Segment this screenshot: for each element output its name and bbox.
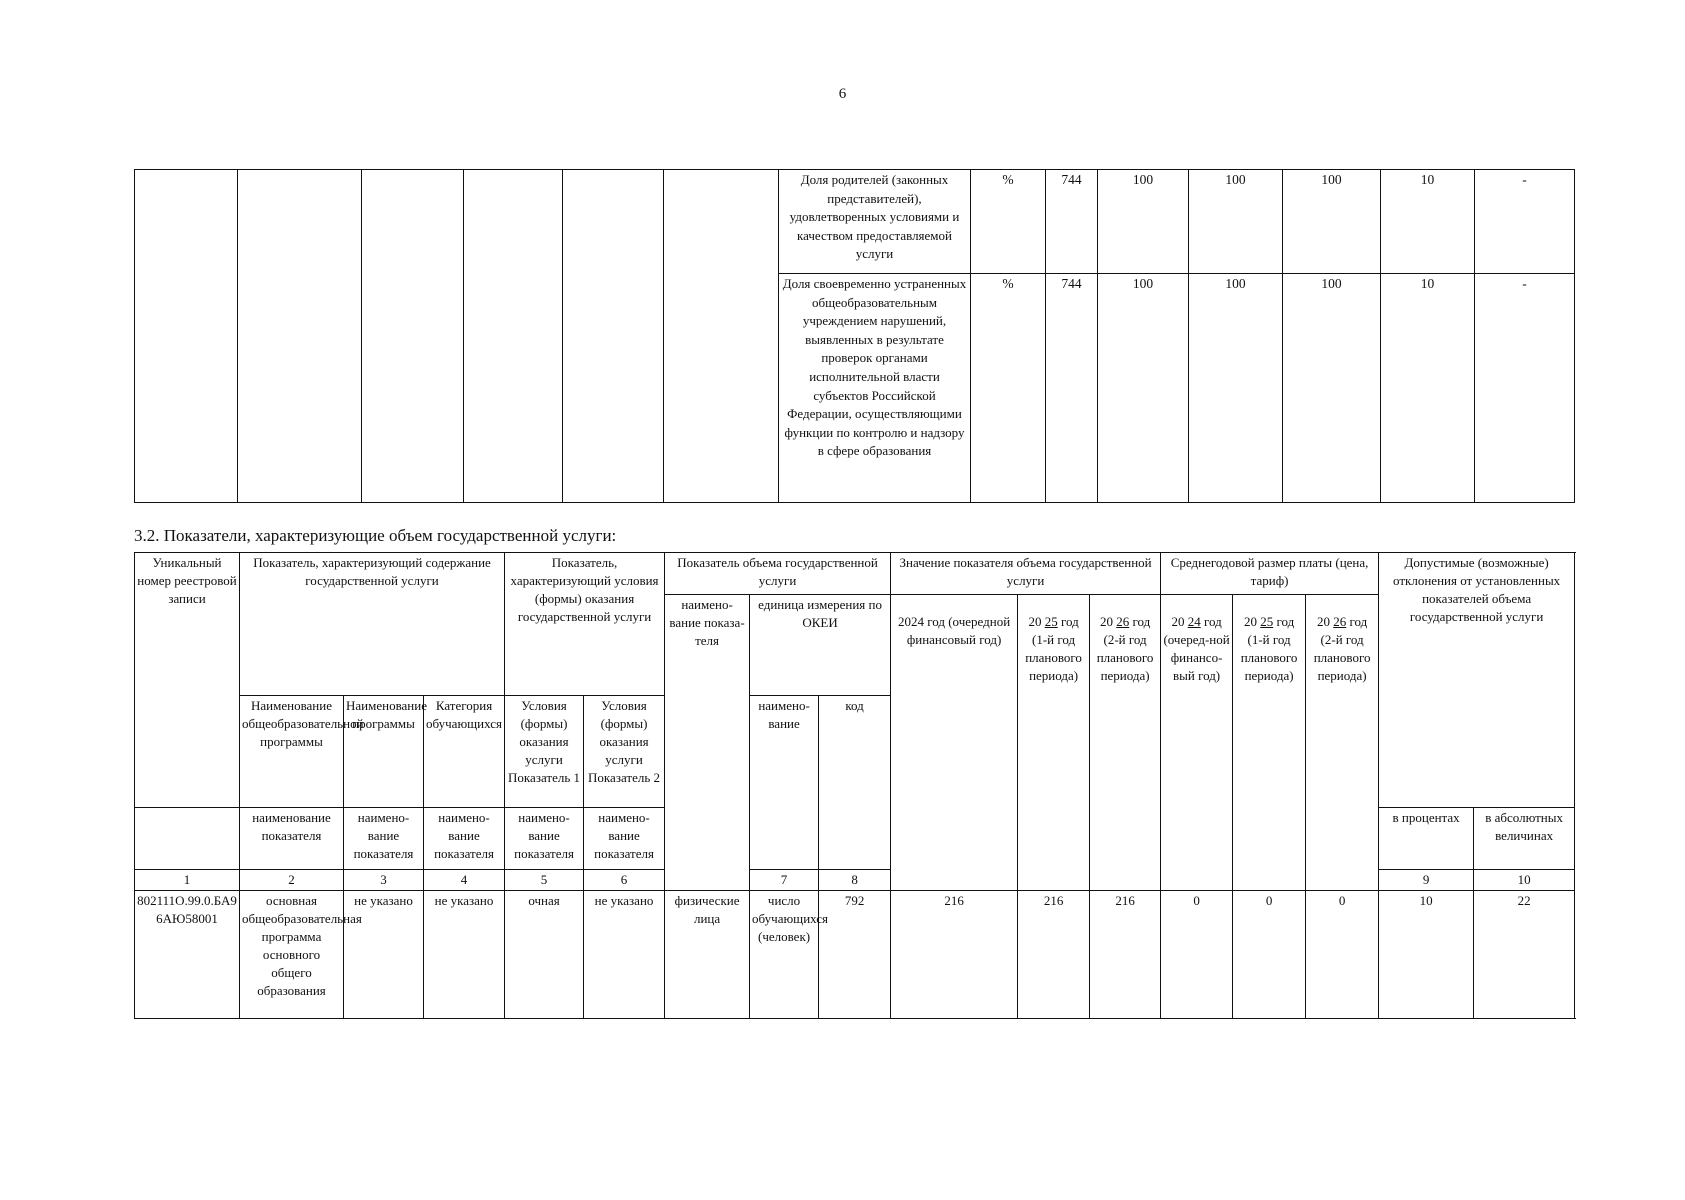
header-volume-value: Значение показателя объема государственной услуги — [891, 553, 1161, 595]
condition-2-cell: не указано — [584, 891, 665, 1019]
unit-name-cell: число обучающихся (человек) — [750, 891, 819, 1019]
header-naim-pok: наимено-вание показателя — [424, 808, 505, 870]
column-number: 2 — [240, 870, 344, 891]
fee-2024-cell: 0 — [1161, 891, 1233, 1019]
form-cell: очная — [505, 891, 584, 1019]
header-volume-indicator: Показатель объема государственной услуги — [665, 553, 891, 595]
column-number: 1 — [135, 870, 240, 891]
header-condition-1: Условия (формы) оказания услуги Показатель 1 — [505, 696, 584, 808]
header-value-2025: 20 25 год (1-й год планового периода) — [1018, 595, 1090, 891]
value-2024: 100 — [1098, 274, 1189, 503]
header-fee-2026: 20 26 год (2-й год планового периода) — [1306, 595, 1379, 891]
table-row — [135, 274, 1575, 503]
column-number: 8 — [819, 870, 891, 891]
fee-2025-cell: 0 — [1233, 891, 1306, 1019]
header-unit-name: наимено-вание — [750, 696, 819, 870]
value-2025: 100 — [1189, 274, 1283, 503]
column-number: 10 — [1474, 870, 1575, 891]
deviation-percent-cell: 10 — [1379, 891, 1474, 1019]
header-average-fee: Среднегодовой размер платы (цена, тариф) — [1161, 553, 1379, 595]
registry-code: 802111О.99.0.БА96АЮ58001 — [135, 891, 240, 1019]
header-unique-number: Уникальный номер реестровой записи — [135, 553, 240, 808]
deviation-absolute: - — [1475, 274, 1575, 503]
volume-indicators-table — [134, 552, 1575, 1019]
quality-indicators-continuation-table — [134, 169, 1575, 503]
unit-code-cell: 792 — [819, 891, 891, 1019]
header-program: Наименование программы — [344, 696, 424, 808]
indicator-cell: физические лица — [665, 891, 750, 1019]
column-number: 9 — [1379, 870, 1474, 891]
header-conditions-indicator: Показатель, характеризующий условия (формы) оказания государственной услуги — [505, 553, 665, 696]
header-in-percent: в процентах — [1379, 808, 1474, 870]
column-number: 5 — [505, 870, 584, 891]
table-header-row — [135, 553, 1575, 595]
fee-2026-cell: 0 — [1306, 891, 1379, 1019]
unit: % — [971, 170, 1046, 274]
header-naim-pok: наименование показателя — [240, 808, 344, 870]
header-unit-okei: единица измерения по ОКЕИ — [750, 595, 891, 696]
indicator-name: Доля своевременно устраненных общеобразовательным учреждением нарушений, выявленных в результате проверок органами исполнительной власти субъектов Российской Федерации, осуществляющими функции по контролю и надзору в сфере образования — [779, 274, 971, 503]
header-value-2026: 20 26 год (2-й год планового периода) — [1090, 595, 1161, 891]
header-indicator-name: наимено-вание показа-теля — [665, 595, 750, 891]
header-naim-pok: наимено-вание показателя — [584, 808, 665, 870]
header-in-absolute: в абсолютных величинах — [1474, 808, 1575, 870]
program-name-cell: не указано — [344, 891, 424, 1019]
value-2025-cell: 216 — [1018, 891, 1090, 1019]
header-allowed-deviation: Допустимые (возможные) отклонения от установленных показателей объема государственной услуги — [1379, 553, 1575, 808]
header-fee-2025: 20 25 год (1-й год планового периода) — [1233, 595, 1306, 891]
header-category: Категория обучающихся — [424, 696, 505, 808]
table-row — [135, 170, 1575, 274]
deviation-absolute-cell: 22 — [1474, 891, 1575, 1019]
column-number: 6 — [584, 870, 665, 891]
value-2026: 100 — [1283, 170, 1381, 274]
deviation-absolute: - — [1475, 170, 1575, 274]
value-2026: 100 — [1283, 274, 1381, 503]
header-value-2024: 2024 год (очередной финансовый год) — [891, 595, 1018, 891]
category-cell: не указано — [424, 891, 505, 1019]
page-number: 6 — [838, 86, 847, 102]
header-naim-pok: наимено-вание показателя — [344, 808, 424, 870]
okei-code: 744 — [1046, 274, 1098, 503]
column-number: 7 — [750, 870, 819, 891]
header-unit-code: код — [819, 696, 891, 870]
value-2026-cell: 216 — [1090, 891, 1161, 1019]
column-number: 3 — [344, 870, 424, 891]
deviation-percent: 10 — [1381, 170, 1475, 274]
header-program-name: Наименование общеобразовательной программы — [240, 696, 344, 808]
indicator-name: Доля родителей (законных представителей), удовлетворенных условиями и качеством предоставляемой услуги — [779, 170, 971, 274]
deviation-percent: 10 — [1381, 274, 1475, 503]
header-content-indicator: Показатель, характеризующий содержание государственной услуги — [240, 553, 505, 696]
program-cell: основная общеобразовательная программа основного общего образования — [240, 891, 344, 1019]
okei-code: 744 — [1046, 170, 1098, 274]
table-row — [135, 891, 1575, 1019]
column-number: 4 — [424, 870, 505, 891]
unit: % — [971, 274, 1046, 503]
header-condition-2: Условия (формы) оказания услуги Показатель 2 — [584, 696, 665, 808]
header-fee-2024: 20 24 год (очеред-ной финансо-вый год) — [1161, 595, 1233, 891]
header-naim-pok: наимено-вание показателя — [505, 808, 584, 870]
value-2025: 100 — [1189, 170, 1283, 274]
value-2024: 100 — [1098, 170, 1189, 274]
value-2024-cell: 216 — [891, 891, 1018, 1019]
section-title: 3.2. Показатели, характеризующие объем государственной услуги: — [134, 526, 617, 545]
